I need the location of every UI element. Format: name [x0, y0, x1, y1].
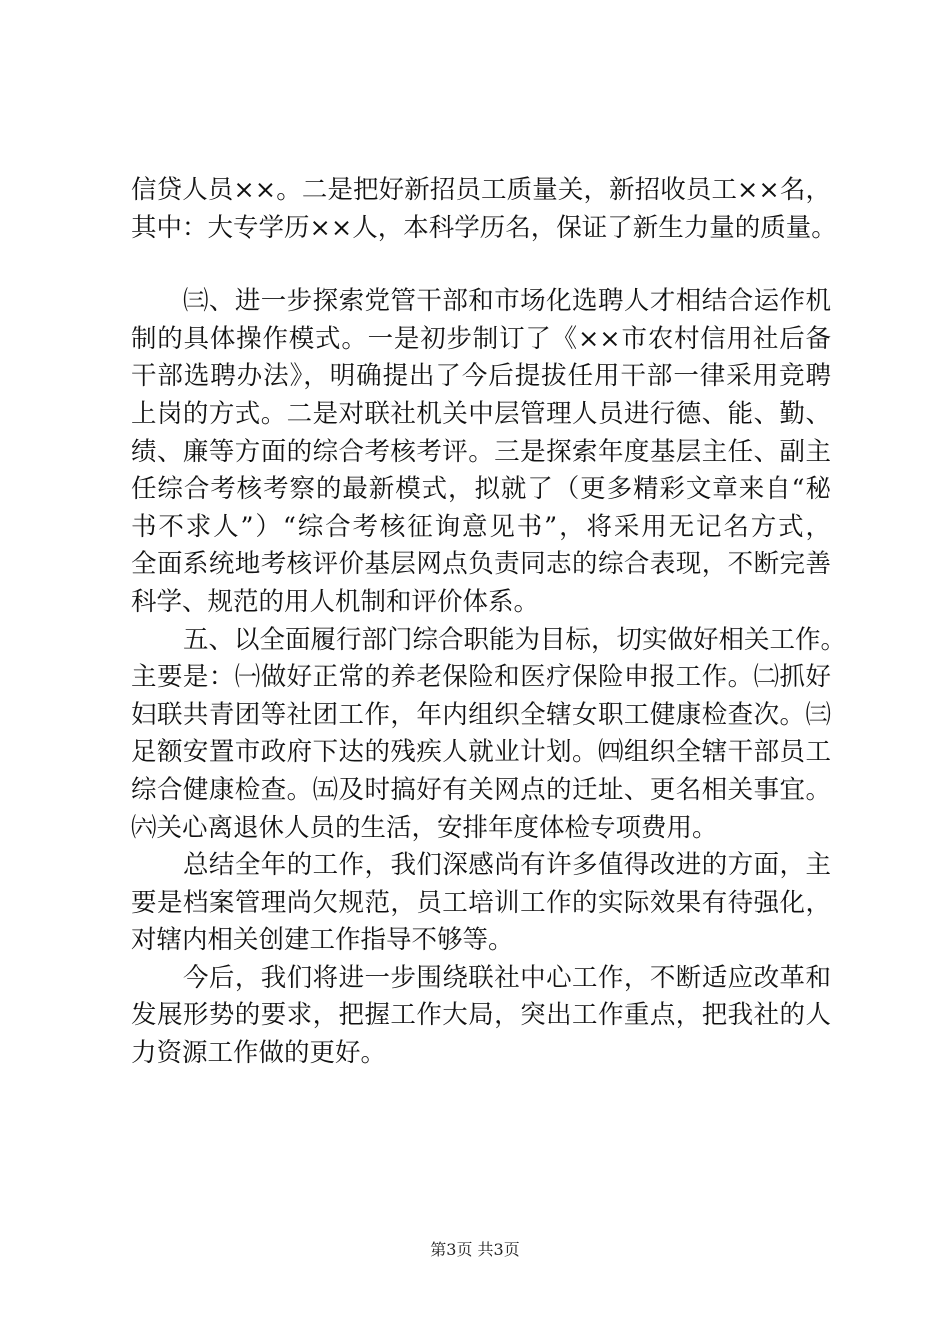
- text-line: 制的具体操作模式。一是初步制订了《××市农村信用社后备: [131, 323, 831, 354]
- paragraph-outlook: [131, 960, 831, 1073]
- text-line: 力资源工作做的更好。: [131, 1038, 387, 1069]
- text-line: 书不求人”）“综合考核征询意见书”，将采用无记名方式，: [131, 511, 831, 542]
- text-line: ㈥关心离退休人员的生活，安排年度体检专项费用。: [131, 812, 718, 843]
- text-line: 今后，我们将进一步围绕联社中心工作，不断适应改革和: [183, 962, 831, 993]
- text-line: 上岗的方式。二是对联社机关中层管理人员进行德、能、勤、: [131, 398, 831, 429]
- paragraph-spacer: [131, 247, 831, 283]
- text-line: 信贷人员××。二是把好新招员工质量关，新招收员工××名，: [131, 175, 831, 205]
- text-line: 对辖内相关创建工作指导不够等。: [131, 925, 514, 956]
- text-line: 妇联共青团等社团工作，年内组织全辖女职工健康检查次。㈢: [131, 699, 831, 730]
- text-line: 发展形势的要求，把握工作大局，突出工作重点，把我社的人: [131, 1000, 831, 1031]
- text-line: 绩、廉等方面的综合考核考评。三是探索年度基层主任、副主: [131, 436, 831, 467]
- paragraph-staff-quality: [131, 172, 837, 247]
- text-line: 任综合考核考察的最新模式，拟就了（更多精彩文章来自“秘: [131, 474, 831, 505]
- text-line: 要是档案管理尚欠规范，员工培训工作的实际效果有待强化，: [131, 887, 831, 918]
- text-line: 足额安置市政府下达的残疾人就业计划。㈣组织全辖干部员工: [131, 737, 831, 768]
- text-line: 干部选聘办法》，明确提出了今后提拔任用干部一律采用竞聘: [131, 361, 831, 392]
- text-line: 综合健康检查。㈤及时搞好有关网点的迁址、更名相关事宜。: [131, 774, 831, 805]
- text-line: 其中：大专学历××人，本科学历名，保证了新生力量的质量。: [131, 212, 837, 243]
- paragraph-section-five: [131, 622, 847, 848]
- document-body: [131, 172, 847, 1073]
- text-line: ㈢、进一步探索党管干部和市场化选聘人才相结合运作机: [183, 286, 831, 317]
- page-number-footer: 第3页 共3页: [430, 1240, 520, 1259]
- paragraph-cadre-mechanism: [131, 283, 831, 621]
- text-line: 科学、规范的用人机制和评价体系。: [131, 586, 540, 617]
- text-line: 五、以全面履行部门综合职能为目标，切实做好相关工作。: [183, 624, 847, 655]
- text-line: 全面系统地考核评价基层网点负责同志的综合表现，不断完善: [131, 549, 831, 580]
- text-line: 主要是：㈠做好正常的养老保险和医疗保险申报工作。㈡抓好: [131, 662, 831, 693]
- text-line: 总结全年的工作，我们深感尚有许多值得改进的方面，主: [183, 850, 831, 881]
- paragraph-summary: [131, 847, 831, 960]
